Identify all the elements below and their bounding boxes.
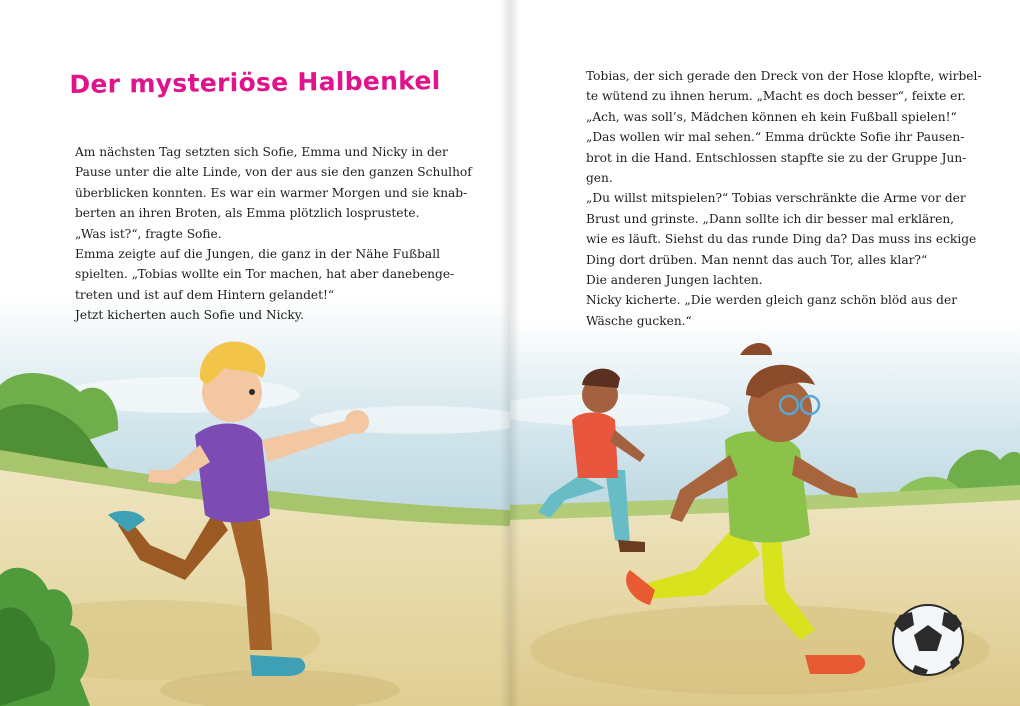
book-gutter	[500, 0, 520, 706]
text-line: brot in die Hand. Entschlossen stapfte sie zu der Gruppe Jun-	[586, 150, 967, 165]
text-line: Emma zeigte auf die Jungen, die ganz in der Nähe Fußball	[75, 247, 440, 262]
right-text-block	[586, 66, 982, 331]
text-line: wie es läuft. Siehst du das runde Ding da? Das muss ins eckige	[586, 232, 977, 247]
text-line: Die anderen Jungen lachten.	[586, 273, 763, 288]
text-line: Ding dort drüben. Man nennt das auch Tor, alles klar?“	[586, 252, 928, 267]
text-line: te wütend zu ihnen herum. „Macht es doch besser“, feixte er.	[586, 89, 966, 104]
right-page	[510, 0, 1020, 706]
text-line: Tobias, der sich gerade den Dreck von der Hose klopfte, wirbel-	[586, 69, 982, 83]
text-line: „Das wollen wir mal sehen.“ Emma drückte Sofie ihr Pausen-	[586, 130, 965, 145]
text-line: treten und ist auf dem Hintern gelandet!“	[75, 287, 335, 302]
text-line: gen.	[586, 171, 613, 186]
text-line: Jetzt kicherten auch Sofie und Nicky.	[75, 308, 304, 323]
text-line: Pause unter die alte Linde, von der aus sie den ganzen Schulhof	[75, 165, 472, 180]
soccer-ball	[893, 605, 963, 675]
text-line: Brust und grinste. „Dann sollte ich dir besser mal erklären,	[586, 211, 955, 226]
text-line: „Ach, was soll’s, Mädchen können eh kein Fußball spielen!“	[586, 109, 957, 124]
text-line: „Du willst mitspielen?“ Tobias verschränkte die Arme vor der	[586, 191, 966, 206]
text-line: Am nächsten Tag setzten sich Sofie, Emma und Nicky in der	[75, 145, 448, 159]
text-line: berten an ihren Broten, als Emma plötzlich losprustete.	[75, 206, 420, 221]
left-text-block	[75, 142, 472, 326]
chapter-title: Der mysteriöse Halbenkel	[69, 66, 441, 99]
text-line: Wäsche gucken.“	[586, 313, 692, 328]
text-line: „Was ist?“, fragte Sofie.	[75, 226, 222, 241]
text-line: Nicky kicherte. „Die werden gleich ganz schön blöd aus der	[586, 293, 958, 308]
text-line: spielten. „Tobias wollte ein Tor machen, hat aber danebenge-	[75, 267, 455, 282]
text-line: überblicken konnten. Es war ein warmer Morgen und sie knab-	[75, 185, 468, 200]
